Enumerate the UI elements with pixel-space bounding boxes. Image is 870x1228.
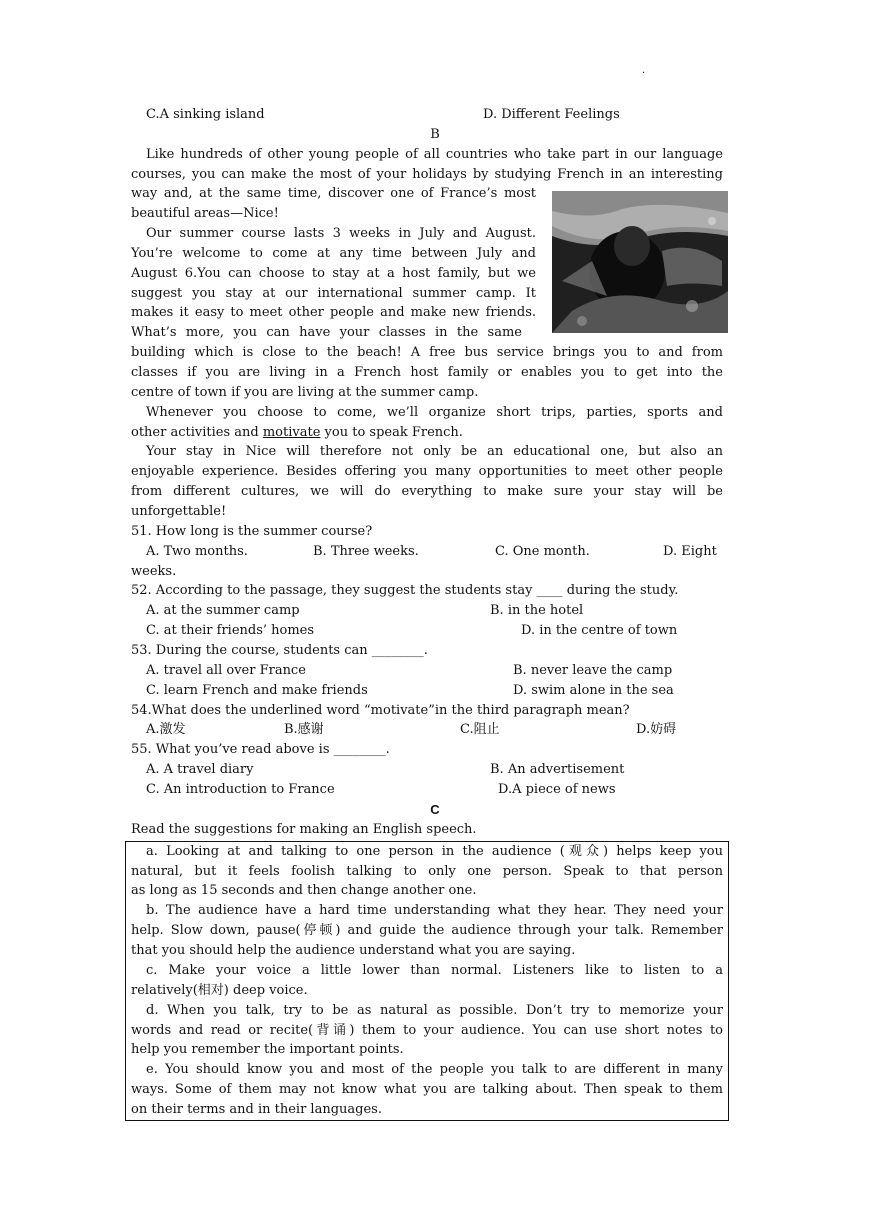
suggestion-line: a. Looking at and talking to one person in the audience (观众) helps keep you [146, 844, 723, 859]
passage-line: Like hundreds of other young people of all countries who take part in our language [146, 147, 723, 162]
passage-line: building which is close to the beach! A free bus service brings you to and from [131, 345, 723, 360]
header-mark: · [642, 68, 646, 79]
q51-option-c: C. One month. [495, 544, 590, 559]
q52-option-d: D. in the centre of town [521, 623, 678, 638]
q55-option-d: D.A piece of news [498, 782, 616, 797]
beach-photo-graphic [552, 191, 728, 333]
passage-line: way and, at the same time, discover one of France’s most [131, 186, 536, 201]
suggestion-line: that you should help the audience understand what you are saying. [131, 943, 576, 958]
passage-line-motivate [131, 423, 723, 443]
q51-option-d-wrap: weeks. [131, 564, 177, 579]
q52-option-a: A. at the summer camp [146, 603, 300, 618]
suggestion-line: help. Slow down, pause(停顿) and guide the audience through your talk. Remember [131, 923, 723, 938]
passage-line: suggest you stay at our international summer camp. It [131, 286, 536, 301]
q55-option-a: A. A travel diary [146, 762, 254, 777]
suggestion-line: d. When you talk, try to be as natural as possible. Don’t try to memorize your [146, 1003, 723, 1018]
q54-option-c: C.阻止 [460, 722, 500, 737]
text-run: you to speak French. [320, 425, 463, 440]
passage-line: unforgettable! [131, 504, 227, 519]
q51-option-b: B. Three weeks. [313, 544, 419, 559]
question-53: 53. During the course, students can ________. [131, 643, 428, 658]
q55-option-c: C. An introduction to France [146, 782, 335, 797]
suggestion-line: e. You should know you and most of the people you talk to are different in many [146, 1062, 723, 1077]
q53-option-a: A. travel all over France [146, 663, 306, 678]
suggestion-line: relatively(相对) deep voice. [131, 983, 308, 998]
passage-line: Whenever you choose to come, we’ll organize short trips, parties, sports and [146, 405, 723, 420]
q54-option-b: B.感谢 [284, 722, 324, 737]
beach-photo [552, 191, 728, 333]
passage-line: Your stay in Nice will therefore not only be an educational one, but also an [146, 444, 723, 459]
passage-line: classes if you are living in a French host family or enables you to get into the [131, 365, 723, 380]
suggestion-line: words and read or recite(背诵) them to your audience. You can use short notes to [131, 1023, 723, 1038]
q54-option-a: A.激发 [146, 722, 186, 737]
passage-line: Our summer course lasts 3 weeks in July and August. [146, 226, 536, 241]
suggestion-line: help you remember the important points. [131, 1042, 404, 1057]
underlined-word: motivate [262, 425, 321, 440]
suggestion-line: as long as 15 seconds and then change another one. [131, 883, 477, 898]
suggestion-line: c. Make your voice a little lower than normal. Listeners like to listen to a [146, 963, 723, 978]
q53-option-d: D. swim alone in the sea [513, 683, 674, 698]
q54-option-d: D.妨碍 [636, 722, 677, 737]
section-c-intro: Read the suggestions for making an English speech. [131, 822, 477, 837]
suggestion-line: b. The audience have a hard time understanding what they hear. They need your [146, 903, 723, 918]
passage-line: from different cultures, we will do everything to make sure your stay will be [131, 484, 723, 499]
section-b-title: B [430, 127, 440, 142]
passage-line: makes it easy to meet other people and make new friends. [131, 305, 536, 320]
passage-line: What’s more, you can have your classes in the same [131, 325, 522, 340]
passage-line: You’re welcome to come at any time between July and [131, 246, 536, 261]
text-run: other activities and [131, 425, 263, 440]
passage-line: courses, you can make the most of your holidays by studying French in an interesting [131, 167, 723, 182]
q52-option-b: B. in the hotel [490, 603, 584, 618]
q55-option-b: B. An advertisement [490, 762, 625, 777]
q51-option-d: D. Eight [663, 544, 717, 559]
section-c-title: C [430, 802, 440, 817]
suggestion-line: natural, but it feels foolish talking to only one person. Speak to that person [131, 864, 723, 879]
passage-line: centre of town if you are living at the summer camp. [131, 385, 479, 400]
passage-line: beautiful areas—Nice! [131, 206, 279, 221]
passage-line: enjoyable experience. Besides offering you many opportunities to meet other people [131, 464, 723, 479]
question-55: 55. What you’ve read above is ________. [131, 742, 390, 757]
passage-line: August 6.You can choose to stay at a host family, but we [131, 266, 536, 281]
q53-option-b: B. never leave the camp [513, 663, 673, 678]
prev-option-d: D. Different Feelings [483, 107, 620, 122]
question-52: 52. According to the passage, they suggest the students stay ____ during the study. [131, 583, 679, 598]
question-51: 51. How long is the summer course? [131, 524, 373, 539]
suggestion-line: ways. Some of them may not know what you are talking about. Then speak to them [131, 1082, 723, 1097]
question-54: 54.What does the underlined word “motivate”in the third paragraph mean? [131, 703, 630, 718]
q51-option-a: A. Two months. [146, 544, 248, 559]
q52-option-c: C. at their friends’ homes [146, 623, 315, 638]
suggestion-line: on their terms and in their languages. [131, 1102, 382, 1117]
q53-option-c: C. learn French and make friends [146, 683, 368, 698]
prev-option-c: C.A sinking island [146, 107, 265, 122]
